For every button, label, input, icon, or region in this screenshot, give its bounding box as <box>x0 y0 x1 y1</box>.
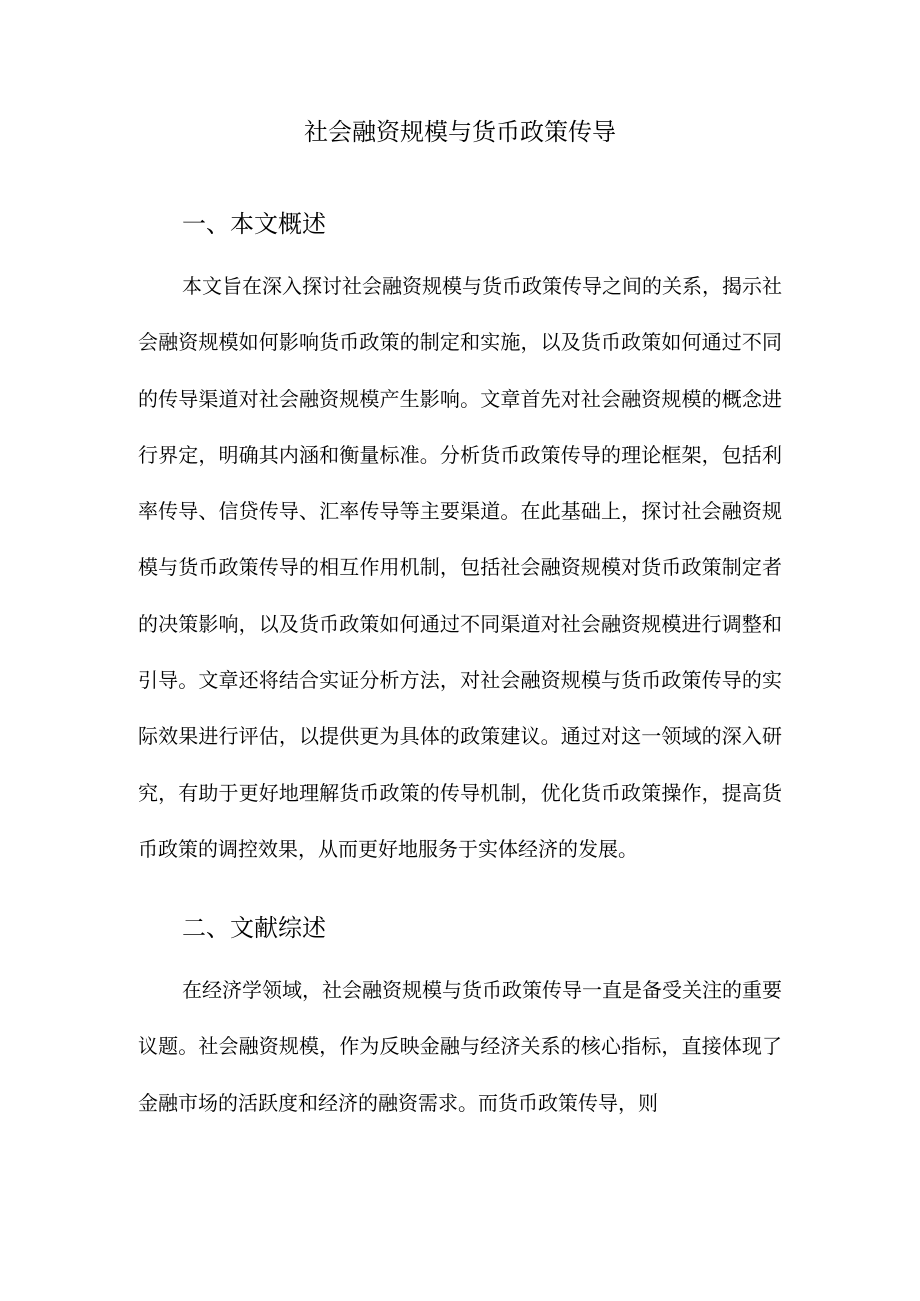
text-line: 会融资规模如何影响货币政策的制定和实施，以及货币政策如何通过不同 <box>138 330 782 355</box>
section-heading-literature-review: 二、文献综述 <box>182 914 326 942</box>
text-line: 率传导、信贷传导、汇率传导等主要渠道。在此基础上，探讨社会融资规 <box>138 499 782 524</box>
paragraph-literature-review <box>138 962 782 1131</box>
text-line: 本文旨在深入探讨社会融资规模与货币政策传导之间的关系，揭示社 <box>182 274 782 298</box>
text-line: 引导。文章还将结合实证分析方法，对社会融资规模与货币政策传导的实 <box>138 668 782 693</box>
text-line: 模与货币政策传导的相互作用机制，包括社会融资规模对货币政策制定者 <box>138 555 782 580</box>
text-line: 际效果进行评估，以提供更为具体的政策建议。通过对这一领域的深入研 <box>138 724 782 749</box>
text-line: 币政策的调控效果，从而更好地服务于实体经济的发展。 <box>138 836 638 861</box>
text-line: 金融市场的活跃度和经济的融资需求。而货币政策传导，则 <box>138 1090 658 1115</box>
section-heading-overview: 一、本文概述 <box>182 210 326 238</box>
text-line: 行界定，明确其内涵和衡量标准。分析货币政策传导的理论框架，包括利 <box>138 442 782 467</box>
paragraph-overview <box>138 258 782 877</box>
text-line: 议题。社会融资规模，作为反映金融与经济关系的核心指标，直接体现了 <box>138 1034 782 1059</box>
text-line: 的传导渠道对社会融资规模产生影响。文章首先对社会融资规模的概念进 <box>138 386 782 411</box>
text-line: 的决策影响，以及货币政策如何通过不同渠道对社会融资规模进行调整和 <box>138 611 782 636</box>
document-title: 社会融资规模与货币政策传导 <box>304 118 616 146</box>
text-line: 究，有助于更好地理解货币政策的传导机制，优化货币政策操作，提高货 <box>138 780 782 805</box>
text-line: 在经济学领域，社会融资规模与货币政策传导一直是备受关注的重要 <box>182 978 782 1002</box>
